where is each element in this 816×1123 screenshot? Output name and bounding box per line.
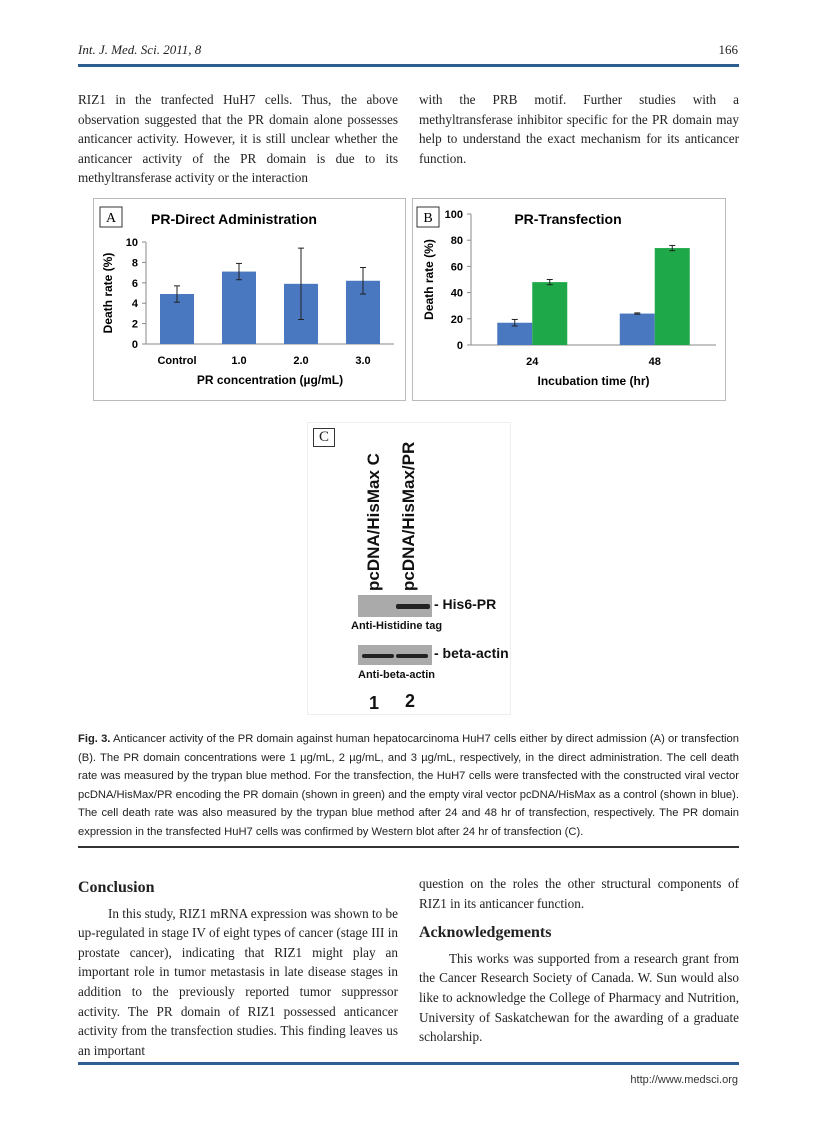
y-tick-label: 0	[131, 339, 138, 351]
caption-label: Fig. 3.	[78, 733, 111, 745]
y-tick-label: 6	[131, 277, 138, 290]
conclusion-heading: Conclusion	[78, 879, 155, 896]
x-tick-label: 3.0	[355, 355, 371, 367]
chart-title: PR-Direct Administration	[151, 211, 317, 227]
y-tick-label: 10	[125, 237, 138, 249]
y-tick-label: 4	[131, 298, 138, 311]
acknowledgements-text: This works was supported from a research grant from the Cancer Research Society of Canada. W. Sun would also like to acknowledge the College of Pharmacy and Nutrition, University of Saskatchewan for the awarding of a graduate scholarship.	[419, 950, 739, 1045]
header-rule	[78, 64, 739, 67]
panel-letter-c: C	[313, 428, 335, 447]
y-axis-label: Death rate (%)	[101, 252, 115, 334]
panel-letter: B	[423, 211, 433, 226]
chart-a	[94, 199, 407, 402]
x-tick-label: 1.0	[231, 355, 247, 367]
bar	[655, 248, 690, 345]
caption-rule	[78, 846, 739, 848]
footer-rule	[78, 1062, 739, 1065]
body-text-left: RIZ1 in the tranfected HuH7 cells. Thus, the above observation suggested that the PR domain alone possesses anticancer activity. However, it is still unclear whether the anticancer activity of the PR domain is due to its methyltransferase activity or the interaction	[78, 92, 398, 186]
x-tick-label: 48	[648, 356, 661, 368]
y-tick-label: 8	[131, 257, 138, 270]
bar	[222, 272, 256, 344]
lane-label-1: pcDNA/HisMax C	[364, 453, 383, 591]
band-label-his6: - His6-PR	[434, 596, 497, 612]
footer-url[interactable]: http://www.medsci.org	[630, 1074, 738, 1086]
conclusion-continued: question on the roles the other structural components of RIZ1 in its anticancer function.	[419, 876, 739, 911]
caption-text: Anticancer activity of the PR domain against human hepatocarcinoma HuH7 cells either by direct admission (A) or transfection (B). The PR domain concentrations were 1 µg/mL, 2 µg/mL, and 3 µg/mL, respectively, in the direct administration. The cell death rate was measured by the trypan blue method. For the transfection, the HuH7 cells were transfected with the constructed viral vector pcDNA/HisMax/PR encoding the PR domain (shown in green) and the empty viral vector pcDNA/HisMax as a control (shown in blue). The cell death rate was also measured by the trypan blue method after 24 and 48 hr of transfection, respectively. The PR domain expression in the transfected HuH7 cells was confirmed by Western blot after 24 hr of transfection (C).	[78, 733, 739, 838]
x-axis-label: PR concentration (µg/mL)	[196, 373, 344, 387]
y-tick-label: 100	[444, 209, 463, 221]
conclusion-text: In this study, RIZ1 mRNA expression was shown to be up-regulated in stage IV of eight types of cancer (stage III in prostate cancer), indicating that RIZ1 might play an important role in tumor metastasis in late disease stages in addition to the previously reported tumor suppressor activity. The PR domain of RIZ1 possessed anticancer activity from the transfection studies. This finding leaves us an important	[78, 905, 398, 1058]
blot-actin	[358, 645, 432, 665]
y-tick-label: 40	[450, 287, 463, 300]
blot-label-histidine: Anti-Histidine tag	[351, 620, 443, 632]
bar	[620, 314, 655, 345]
body-text-right: with the PRB motif. Further studies with a methyltransferase inhibitor specific for the PR domain may help to understand the exact mechanism for its anticancer function.	[419, 92, 739, 166]
lane-number-1: 1	[369, 693, 380, 713]
bar	[532, 282, 567, 345]
y-tick-label: 2	[131, 318, 138, 331]
band-label-actin: - beta-actin	[434, 645, 509, 661]
blot-his	[358, 595, 432, 617]
y-tick-label: 60	[450, 261, 463, 274]
acknowledgements-heading: Acknowledgements	[419, 924, 552, 942]
x-axis-label: Incubation time (hr)	[537, 374, 650, 388]
chart-title: PR-Transfection	[514, 211, 622, 227]
y-tick-label: 20	[450, 313, 463, 326]
western-blot-panel	[307, 422, 511, 715]
x-tick-label: 2.0	[293, 355, 309, 367]
journal-header: Int. J. Med. Sci. 2011, 8	[78, 42, 202, 57]
y-tick-label: 0	[456, 340, 463, 352]
lane-number-2: 2	[405, 691, 416, 711]
lane-label-2: pcDNA/HisMax/PR	[399, 441, 418, 591]
x-tick-label: 24	[526, 356, 539, 368]
chart-b	[413, 199, 727, 402]
y-axis-label: Death rate (%)	[422, 239, 436, 320]
chart-panel-b	[412, 198, 726, 401]
chart-panel-a	[93, 198, 406, 401]
panel-letter: A	[105, 211, 117, 226]
x-tick-label: Control	[157, 355, 197, 367]
figure-caption	[78, 730, 739, 842]
page-number: 166	[718, 42, 738, 57]
blot-label-actin: Anti-beta-actin	[358, 669, 435, 681]
y-tick-label: 80	[450, 235, 463, 248]
